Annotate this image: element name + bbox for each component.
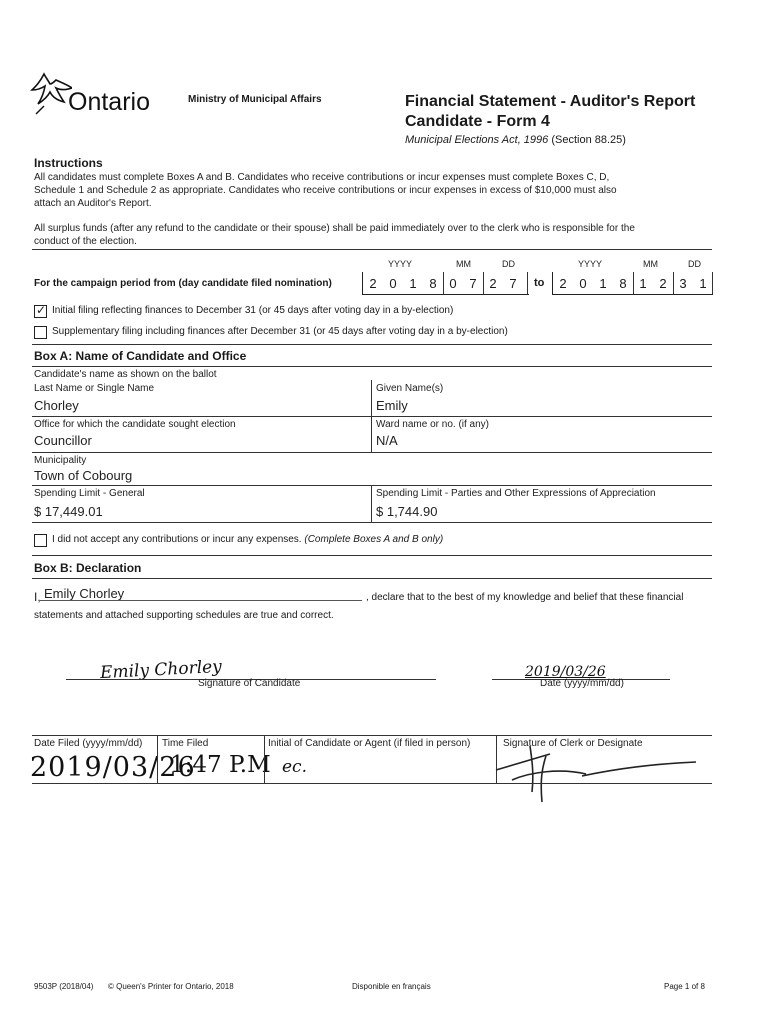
initial-label: Initial of Candidate or Agent (if filed in person): [268, 738, 471, 749]
date-label: Date (yyyy/mm/dd): [540, 678, 624, 689]
to-mm-label: MM: [643, 259, 658, 269]
given-name-value[interactable]: Emily: [376, 398, 408, 413]
date-digit: 1: [699, 276, 707, 291]
date-digit: 8: [429, 276, 437, 291]
from-date-field[interactable]: [362, 272, 529, 295]
declaration-text: , declare that to the best of my knowledge and belief that these financial: [366, 592, 684, 603]
act-reference: [405, 134, 626, 146]
date-digit: 1: [599, 276, 607, 291]
from-dd-label: DD: [502, 259, 515, 269]
clerk-signature-icon[interactable]: [490, 740, 710, 810]
clerk-signature-label: Signature of Clerk or Designate: [503, 738, 643, 749]
statements-text: statements and attached supporting schedules are true and correct.: [34, 610, 334, 621]
french-availability: Disponible en français: [352, 982, 431, 991]
last-name-value[interactable]: Chorley: [34, 398, 79, 413]
logo-wordmark: Ontario: [68, 88, 150, 116]
date-digit: 2: [369, 276, 377, 291]
time-filed-label: Time Filed: [162, 738, 209, 749]
date-digit: 1: [409, 276, 417, 291]
period-label: For the campaign period from (day candidate filed nomination): [34, 278, 332, 289]
no-contributions-checkbox[interactable]: [34, 534, 47, 547]
check-mark-icon: ✓: [36, 303, 47, 317]
municipality-label: Municipality: [34, 455, 87, 466]
copyright: © Queen's Printer for Ontario, 2018: [108, 982, 234, 991]
instructions-line: All surplus funds (after any refund to the candidate or their spouse) shall be paid immediately over to the clerk who is responsible for the: [34, 223, 635, 234]
spending-limit-parties-value[interactable]: $ 1,744.90: [376, 504, 438, 519]
box-b-heading: Box B: Declaration: [34, 561, 142, 575]
from-yyyy-label: YYYY: [388, 259, 413, 269]
trillium-icon: [30, 72, 72, 118]
form-title-line2: Candidate - Form 4: [405, 113, 550, 130]
date-digit: 1: [639, 276, 647, 291]
page-number: Page 1 of 8: [664, 982, 705, 991]
instructions-line: conduct of the election.: [34, 236, 137, 247]
ministry-name: Ministry of Municipal Affairs: [188, 94, 322, 105]
to-dd-label: DD: [688, 259, 701, 269]
date-digit: 3: [679, 276, 687, 291]
ontario-logo: [30, 72, 170, 122]
instructions-line: Schedule 1 and Schedule 2 as appropriate. Candidates who receive contributions or incur expenses in excess of $10,000 must also: [34, 185, 617, 196]
to-yyyy-label: YYYY: [578, 259, 603, 269]
last-name-label: Last Name or Single Name: [34, 383, 155, 394]
ward-value[interactable]: N/A: [376, 433, 398, 448]
spending-limit-general-label: Spending Limit - General: [34, 488, 145, 499]
date-filed-value[interactable]: 2019/03/26: [30, 752, 196, 783]
date-digit: 2: [559, 276, 567, 291]
to-date-field[interactable]: [552, 272, 713, 295]
initial-value[interactable]: ec.: [282, 757, 307, 777]
declaration-date[interactable]: 2019/03/26: [525, 664, 606, 680]
date-digit: 8: [619, 276, 627, 291]
date-digit: 2: [659, 276, 667, 291]
spending-limit-general-value[interactable]: $ 17,449.01: [34, 504, 103, 519]
date-filed-label: Date Filed (yyyy/mm/dd): [34, 738, 143, 749]
candidate-signature[interactable]: Emily Chorley: [99, 656, 223, 684]
supplementary-filing-label: Supplementary filing including finances after December 31 (or 45 days after voting day in a by-election): [52, 326, 508, 337]
form-title-line1: Financial Statement - Auditor's Report: [405, 93, 696, 110]
ward-label: Ward name or no. (if any): [376, 419, 490, 430]
instructions-line: All candidates must complete Boxes A and B. Candidates who receive contributions or incur expenses must complete Boxes C, D,: [34, 172, 610, 183]
supplementary-filing-checkbox[interactable]: [34, 326, 47, 339]
office-label: Office for which the candidate sought election: [34, 419, 236, 430]
declaration-i: I,: [34, 590, 41, 604]
date-digit: 7: [509, 276, 517, 291]
initial-filing-checkbox[interactable]: [34, 305, 47, 318]
from-mm-label: MM: [456, 259, 471, 269]
act-name: Municipal Elections Act, 1996: [405, 134, 549, 146]
office-value[interactable]: Councillor: [34, 433, 92, 448]
period-to-label: to: [534, 277, 545, 289]
instructions-heading: Instructions: [34, 156, 103, 170]
box-a-heading: Box A: Name of Candidate and Office: [34, 349, 247, 363]
date-digit: 0: [449, 276, 457, 291]
declarant-name[interactable]: Emily Chorley: [44, 586, 125, 601]
instructions-line: attach an Auditor's Report.: [34, 198, 152, 209]
date-digit: 2: [489, 276, 497, 291]
municipality-value[interactable]: Town of Cobourg: [34, 468, 133, 483]
date-digit: 0: [389, 276, 397, 291]
ballot-name-label: Candidate's name as shown on the ballot: [34, 369, 217, 380]
initial-filing-label: Initial filing reflecting finances to December 31 (or 45 days after voting day in a by-election): [52, 305, 454, 316]
instructions-para2: [34, 222, 635, 248]
instructions-para1: [34, 171, 617, 210]
time-filed-value[interactable]: 1:47 P.M: [170, 752, 271, 778]
no-contributions-note: (Complete Boxes A and B only): [304, 534, 444, 545]
act-section: (Section 88.25): [548, 134, 626, 146]
signature-label: Signature of Candidate: [198, 678, 301, 689]
no-contributions-text: [52, 534, 443, 545]
no-contributions-label: I did not accept any contributions or incur any expenses.: [52, 534, 302, 545]
date-digit: 0: [579, 276, 587, 291]
given-name-label: Given Name(s): [376, 383, 444, 394]
form-title: [405, 92, 695, 132]
spending-limit-parties-label: Spending Limit - Parties and Other Expressions of Appreciation: [376, 488, 656, 499]
form-number: 9503P (2018/04): [34, 982, 94, 991]
date-digit: 7: [469, 276, 477, 291]
